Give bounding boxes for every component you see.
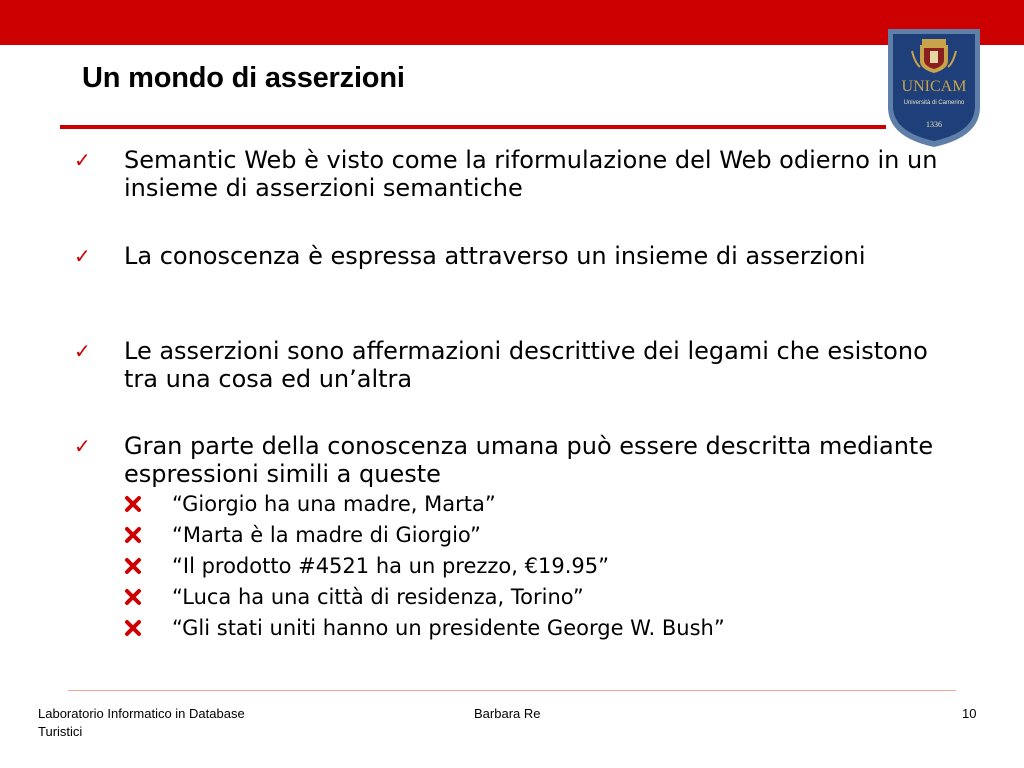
red-x-icon bbox=[124, 619, 142, 637]
red-x-icon bbox=[124, 557, 142, 575]
logo-year: 1336 bbox=[926, 120, 942, 129]
red-x-icon bbox=[124, 495, 142, 513]
red-x-icon bbox=[124, 526, 142, 544]
red-x-icon bbox=[124, 588, 142, 606]
footer-author: Barbara Re bbox=[474, 706, 541, 721]
footer-divider bbox=[68, 690, 956, 691]
bullet-item: La conoscenza è espressa attraverso un insieme di asserzioni bbox=[124, 242, 866, 270]
sub-bullet-item: “Giorgio ha una madre, Marta” bbox=[172, 492, 496, 516]
bullet-item: Le asserzioni sono affermazioni descrittive dei legami che esistono tra una cosa ed un’altra bbox=[124, 337, 928, 393]
checkmark-icon: ✓ bbox=[74, 244, 91, 268]
sub-bullet-item: “Gli stati uniti hanno un presidente George W. Bush” bbox=[172, 616, 725, 640]
checkmark-icon: ✓ bbox=[74, 339, 91, 363]
logo-subtitle: Università di Camerino bbox=[903, 100, 965, 106]
sub-bullet-item: “Il prodotto #4521 ha un prezzo, €19.95” bbox=[172, 554, 609, 578]
checkmark-icon: ✓ bbox=[74, 148, 91, 172]
sub-bullet-item: “Marta è la madre di Giorgio” bbox=[172, 523, 481, 547]
checkmark-icon: ✓ bbox=[74, 434, 91, 458]
page-number: 10 bbox=[962, 706, 977, 721]
bullet-item: Gran parte della conoscenza umana può essere descritta mediante espressioni simili a queste bbox=[124, 432, 934, 488]
footer-course: Laboratorio Informatico in Database Turistici bbox=[38, 706, 245, 739]
sub-bullet-item: “Luca ha una città di residenza, Torino” bbox=[172, 585, 584, 609]
slide-title: Un mondo di asserzioni bbox=[82, 62, 405, 94]
bullet-item: Semantic Web è visto come la riformulazione del Web odierno in un insieme di asserzioni semantiche bbox=[124, 146, 938, 202]
logo-name: UNICAM bbox=[901, 78, 967, 95]
